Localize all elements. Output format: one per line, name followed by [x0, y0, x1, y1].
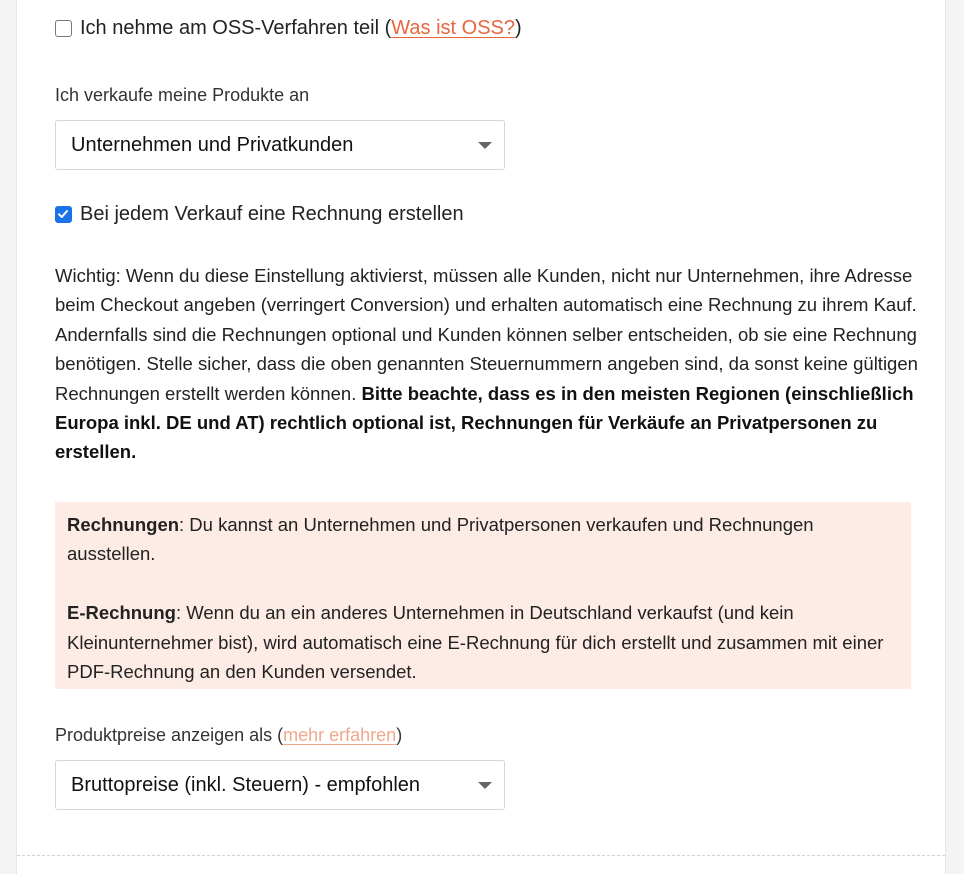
invoice-label: Bei jedem Verkauf eine Rechnung erstellen — [80, 203, 464, 225]
sell-to-select[interactable] — [55, 120, 505, 170]
oss-paren-open: ( — [379, 17, 392, 39]
oss-checkbox-row[interactable] — [55, 17, 522, 40]
prices-paren-open: ( — [272, 725, 284, 745]
invoices-info-text: : Du kannst an Unternehmen und Privatpersonen verkaufen und Rechnungen ausstellen. — [67, 514, 814, 565]
oss-checkbox[interactable] — [55, 20, 72, 37]
invoice-checkbox-row[interactable] — [55, 203, 464, 226]
oss-label: Ich nehme am OSS-Verfahren teil — [80, 17, 380, 39]
section-divider — [17, 855, 945, 856]
invoice-checkbox[interactable] — [55, 206, 72, 223]
price-display-select-value: Bruttopreise (inkl. Steuern) - empfohlen — [71, 773, 421, 796]
prices-label-row — [55, 725, 402, 746]
einvoice-info — [67, 598, 899, 686]
chevron-down-icon — [478, 142, 492, 149]
chevron-down-icon — [478, 782, 492, 789]
sell-to-label: Ich verkaufe meine Produkte an — [55, 85, 310, 105]
invoice-info-box — [55, 502, 911, 689]
prices-label: Produktpreise anzeigen als — [55, 725, 273, 745]
einvoice-info-title: E-Rechnung — [67, 602, 176, 624]
important-note-text: Wichtig: Wenn du diese Einstellung aktivierst, müssen alle Kunden, nicht nur Unternehmen, ihre Adresse beim Checkout angeben (verringert Conversion) und erhalten automatisch eine Rechnung zu ihrem Kauf. Andernfalls sind die Rechnungen optional und Kunden können selber entscheiden, ob sie eine Rechnung benötigen. Stelle sicher, dass die oben genannten Steuernummern angeben sind, da sonst keine gültigen Rechnungen erstellt werden können. — [55, 265, 918, 404]
learn-more-link[interactable]: mehr erfahren — [283, 725, 397, 745]
invoices-info — [67, 510, 899, 569]
important-note — [55, 261, 920, 467]
invoices-info-title: Rechnungen — [67, 514, 180, 535]
what-is-oss-link[interactable]: Was ist OSS? — [391, 17, 515, 39]
checkmark-icon — [57, 208, 69, 220]
einvoice-info-text: : Wenn du an ein anderes Unternehmen in Deutschland verkaufst (und kein Kleinunternehmer bist), wird automatisch eine E-Rechnung für dich erstellt und zusammen mit einer PDF-Rechnung an den Kunden versendet. — [67, 602, 884, 683]
sell-to-select-value: Unternehmen und Privatkunden — [71, 133, 354, 156]
price-display-select[interactable] — [55, 760, 505, 810]
oss-paren-close: ) — [515, 17, 522, 39]
important-note-bold: Bitte beachte, dass es in den meisten Regionen (einschließlich Europa inkl. DE und AT) rechtlich optional ist, Rechnungen für Verkäufe an Privatpersonen zu erstellen. — [55, 382, 914, 463]
settings-card — [16, 0, 946, 874]
prices-paren-close: ) — [396, 725, 403, 745]
